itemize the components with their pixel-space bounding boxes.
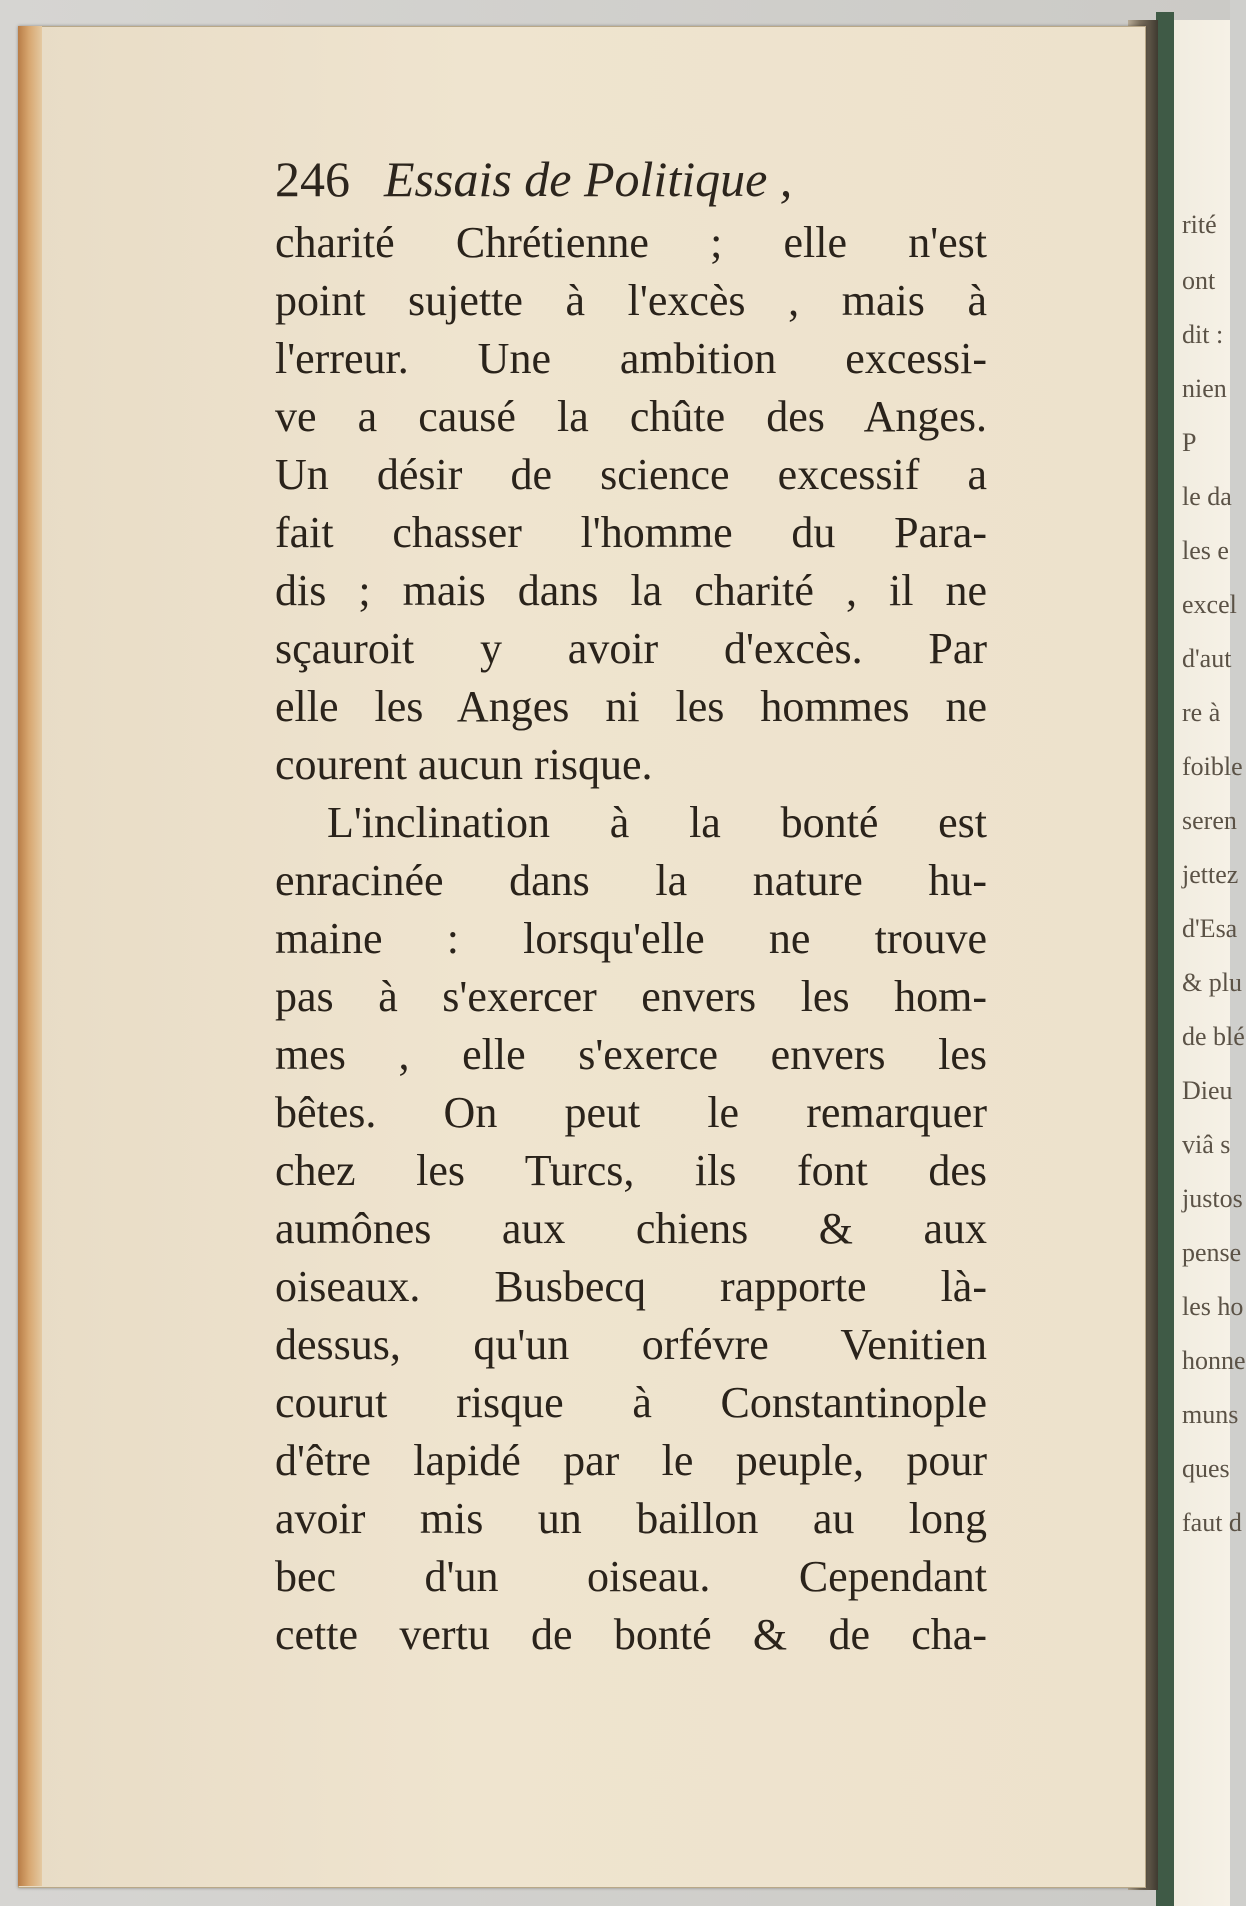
- facing-page-fragment: d'Esa: [1182, 914, 1238, 943]
- text-line: bêtes. On peut le remarquer: [275, 1088, 987, 1137]
- facing-page-fragment: viâ s: [1182, 1130, 1231, 1159]
- page-number: 246: [275, 151, 350, 207]
- text-line: ve a causé la chûte des Anges.: [275, 392, 987, 441]
- facing-page-fragment: honne: [1182, 1346, 1246, 1375]
- facing-page-fragment: faut d: [1182, 1508, 1242, 1537]
- text-line: dis ; mais dans la charité , il ne: [275, 566, 987, 615]
- running-title: Essais de Politique ,: [384, 151, 793, 207]
- facing-page-fragment: ont: [1182, 266, 1216, 295]
- facing-page-fragment: foible: [1182, 752, 1243, 781]
- text-line: dessus, qu'un orfévre Venitien: [275, 1320, 987, 1369]
- text-line: Un désir de science excessif a: [275, 450, 987, 499]
- facing-page: [1172, 20, 1246, 1906]
- text-line: cette vertu de bonté & de cha-: [275, 1610, 987, 1659]
- facing-page-fragment: re à: [1182, 698, 1221, 727]
- text-line: courent aucun risque.: [275, 740, 653, 789]
- text-line: point sujette à l'excès , mais à: [275, 276, 987, 325]
- facing-page-fragment: & plu: [1182, 968, 1242, 997]
- text-line: avoir mis un baillon au long: [275, 1494, 987, 1543]
- text-line: aumônes aux chiens & aux: [275, 1204, 987, 1253]
- facing-page-fragment: excel: [1182, 590, 1237, 619]
- text-line: mes , elle s'exerce envers les: [275, 1030, 987, 1079]
- text-line: bec d'un oiseau. Cependant: [275, 1552, 987, 1601]
- book-cover-edge: [1156, 12, 1174, 1906]
- facing-page-fragment: le da: [1182, 482, 1232, 511]
- facing-page-fragment: les e: [1182, 536, 1229, 565]
- text-line: maine : lorsqu'elle ne trouve: [275, 914, 987, 963]
- facing-page-fragment: jettez: [1182, 860, 1239, 889]
- text-line: L'inclination à la bonté est: [327, 798, 987, 847]
- facing-page-fragment: dit :: [1182, 320, 1224, 349]
- facing-page-fragment: rité: [1182, 210, 1217, 239]
- facing-page-fragment: nien: [1182, 374, 1227, 403]
- text-line: courut risque à Constantinople: [275, 1378, 987, 1427]
- facing-page-fragment: Dieu: [1182, 1076, 1233, 1105]
- text-line: enracinée dans la nature hu-: [275, 856, 987, 905]
- text-line: pas à s'exercer envers les hom-: [275, 972, 987, 1021]
- text-line: fait chasser l'homme du Para-: [275, 508, 987, 557]
- facing-page-fragment: P: [1182, 428, 1197, 457]
- text-line: chez les Turcs, ils font des: [275, 1146, 987, 1195]
- facing-page-fragment: de blé: [1182, 1022, 1245, 1051]
- running-header: [275, 150, 995, 208]
- text-line: charité Chrétienne ; elle n'est: [275, 218, 987, 267]
- facing-page-fragment: pense: [1182, 1238, 1242, 1267]
- facing-page-fragment: muns: [1182, 1400, 1239, 1429]
- text-line: sçauroit y avoir d'excès. Par: [275, 624, 987, 673]
- facing-page-fragment: d'aut: [1182, 644, 1232, 673]
- text-line: d'être lapidé par le peuple, pour: [275, 1436, 987, 1485]
- text-line: l'erreur. Une ambition excessi-: [275, 334, 987, 383]
- text-line: oiseaux. Busbecq rapporte là-: [275, 1262, 987, 1311]
- facing-page-fragment: ques: [1182, 1454, 1230, 1483]
- page-edge: [18, 26, 42, 1886]
- body-text: [275, 214, 987, 1664]
- facing-page-fragment: seren: [1182, 806, 1237, 835]
- facing-page-fragment: justos: [1182, 1184, 1243, 1213]
- facing-page-fragment: les ho: [1182, 1292, 1244, 1321]
- text-line: elle les Anges ni les hommes ne: [275, 682, 987, 731]
